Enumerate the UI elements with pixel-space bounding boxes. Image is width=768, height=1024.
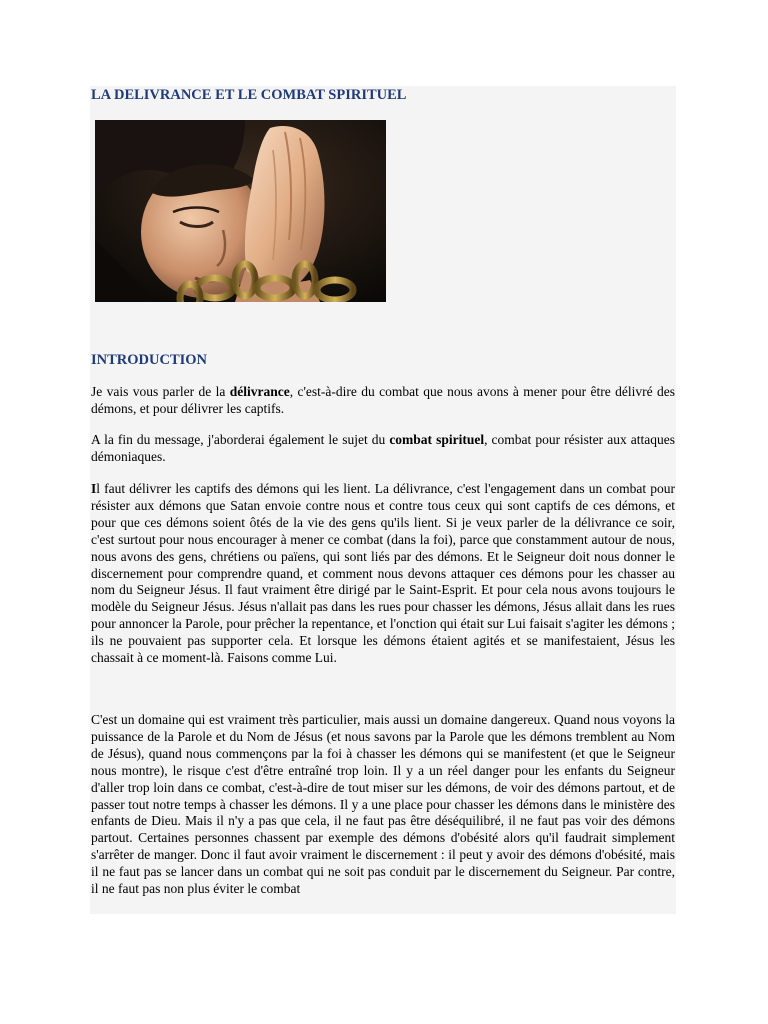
- section-heading-introduction: INTRODUCTION: [91, 352, 208, 368]
- paragraph-4-text: C'est un domaine qui est vraiment très particulier, mais aussi un domaine dangereux. Quand nous voyons la puissance de la Parole et du Nom de Jésus (et nous savons par la Parole que les démons tremblent au Nom de Jésus), quand nous commençons par la foi à chasser les démons qui se manifestent (et que le Seigneur nous montre), le risque c'est d'être entraîné trop loin. Il y a un réel danger pour les enfants du Seigneur d'aller trop loin dans ce combat, c'est-à-dire de tout miser sur les démons, de voir des démons partout, et de passer tout notre temps à chasser les démons. Il y a une place pour chasser les démons dans le ministère des enfants de Dieu. Mais il n'y a pas que cela, il ne faut pas être déséquilibré, il ne faut pas voir des démons partout. Certaines personnes chassent par exemple des démons d'obésité alors qu'il faudrait simplement s'arrêter de manger. Donc il faut avoir vraiment le discernement : il peut y avoir des démons d'obésité, mais il ne faut pas se lancer dans un combat qui ne soit pas conduit par le discernement du Seigneur. Par contre, il ne faut pas non plus éviter le combat: [91, 712, 675, 897]
- paragraph-1-text-start: Je vais vous parler de la: [91, 384, 230, 399]
- article-title: LA DELIVRANCE ET LE COMBAT SPIRITUEL: [91, 87, 407, 103]
- paragraph-2-bold-term: combat spirituel: [389, 432, 485, 447]
- paragraph-3-initial: I: [91, 481, 97, 496]
- article-panel: [90, 86, 676, 914]
- paragraph-4: [91, 712, 675, 898]
- paragraph-2-text-start: A la fin du message, j'aborderai également le sujet du: [91, 432, 390, 447]
- paragraph-1: [91, 384, 675, 418]
- paragraph-1-bold-term: délivrance: [229, 384, 290, 399]
- paragraph-1-text-end: , c'est-à-dire du combat que nous avons à mener pour être délivré des démons, et pour délivrer les captifs.: [91, 384, 675, 416]
- praying-hands-photo: [95, 120, 386, 302]
- paragraph-3: [91, 481, 675, 667]
- paragraph-2-text-end: , combat pour résister aux attaques démoniaques.: [91, 432, 675, 464]
- paragraph-2: [91, 432, 675, 466]
- paragraph-3-text: l faut délivrer les captifs des démons qui les lient. La délivrance, c'est l'engagement dans un combat pour résister aux démons que Satan envoie contre nous et contre tous ceux qui sont captifs de ces démons, et pour que ces démons soient ôtés de la vie des gens qu'ils lient. Si je veux parler de la délivrance ce soir, c'est surtout pour nous encourager à mener ce combat (dans la foi), parce que constamment autour de nous, nous avons des gens, chrétiens ou païens, qui sont liés par des démons. Et le Seigneur doit nous donner le discernement pour comprendre quand, et comment nous devons attaquer ces démons pour les chasser au nom du Seigneur Jésus. Il faut vraiment être dirigé par le Saint-Esprit. Et pour cela nous avons toujours le modèle du Seigneur Jésus. Jésus n'allait pas dans les rues pour chasser les démons, Jésus allait dans les rues pour annoncer la Parole, pour prêcher la repentance, et l'onction qui était sur Lui faisait s'agiter les démons ; ils ne pouvaient pas supporter cela. Et lorsque les démons étaient agités et se manifestaient, Jésus les chassait à ce moment-là. Faisons comme Lui.: [91, 481, 675, 666]
